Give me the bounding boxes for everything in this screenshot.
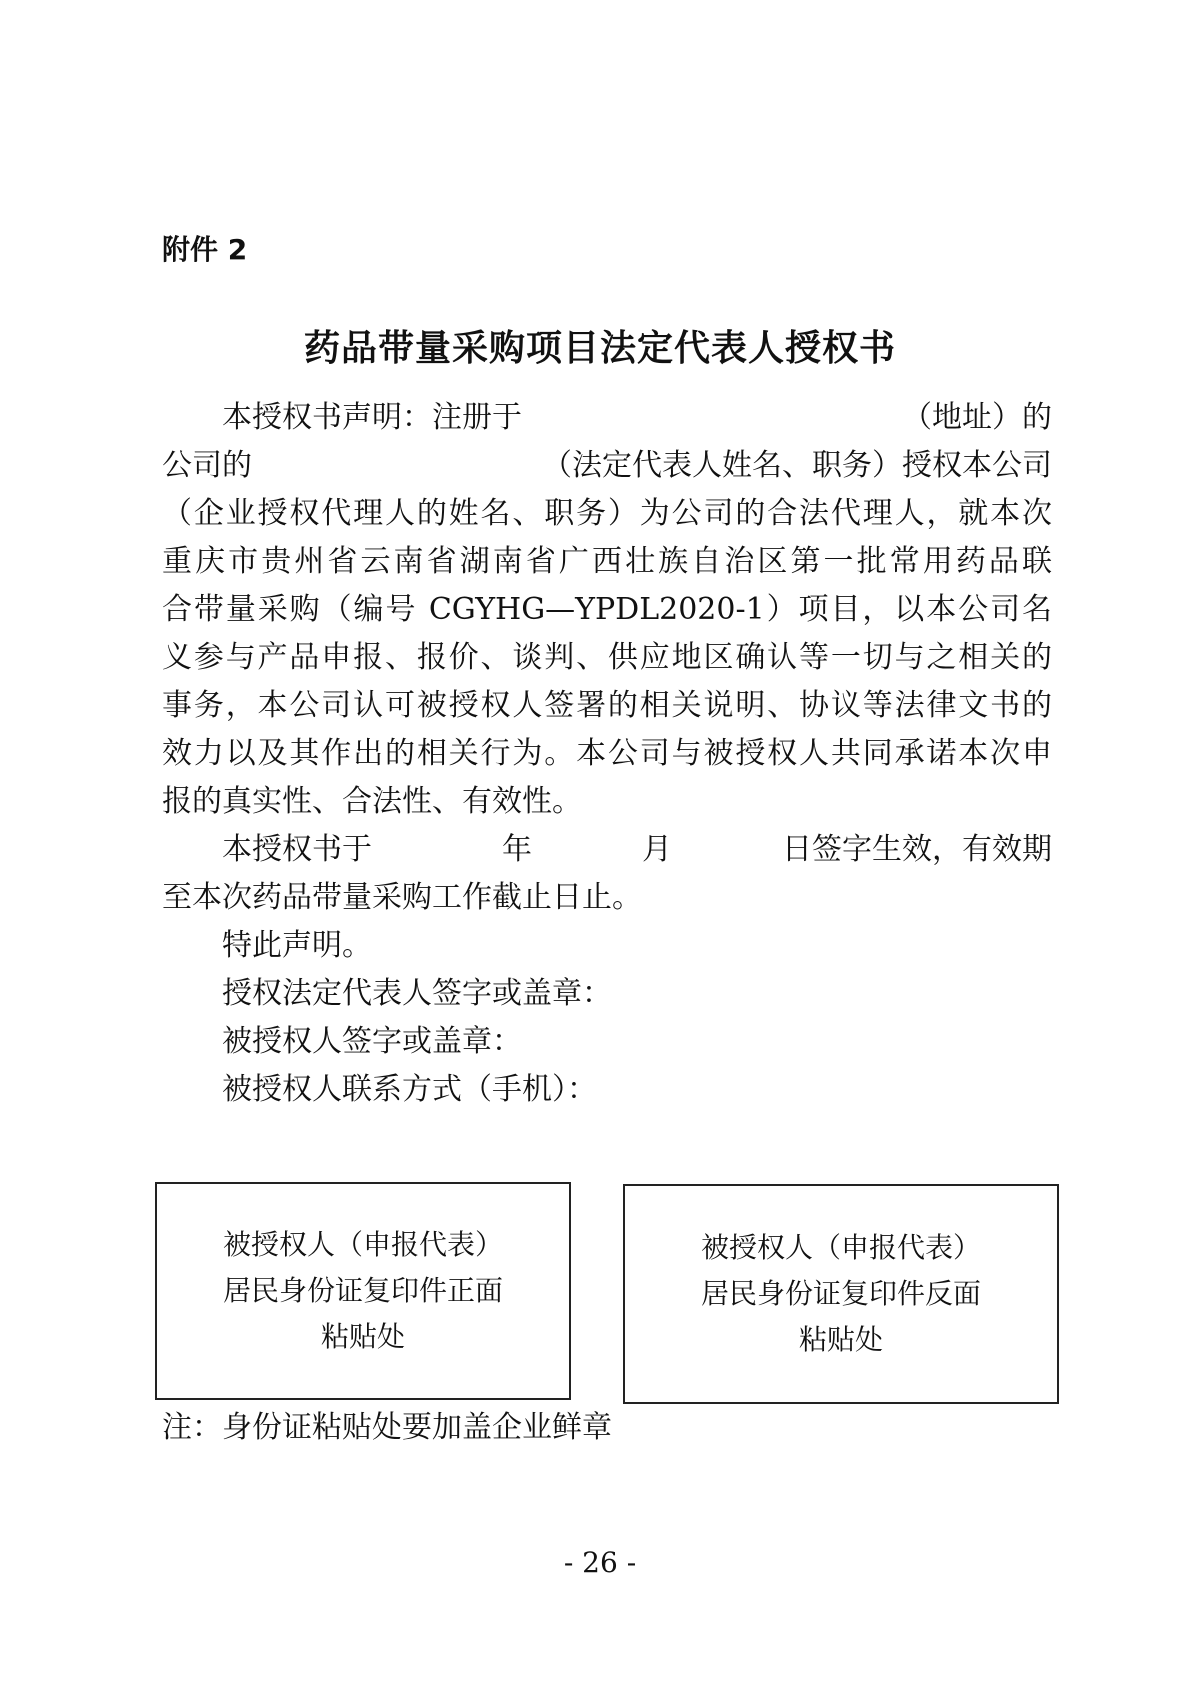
body-line-9: 报的真实性、合法性、有效性。 <box>162 784 582 819</box>
body-line-6: 义参与产品申报、报价、谈判、供应地区确认等一切与之相关的 <box>162 640 1052 675</box>
body-line-8: 效力以及其作出的相关行为。本公司与被授权人共同承诺本次申 <box>162 736 1052 771</box>
document-title: 药品带量采购项目法定代表人授权书 <box>303 328 896 369</box>
page-number: - 26 - <box>563 1546 637 1579</box>
id-front-paste-box <box>155 1182 571 1400</box>
body-line-2-end: （法定代表人姓名、职务）授权本公司 <box>542 448 1052 483</box>
legal-rep-signature-label: 授权法定代表人签字或盖章： <box>222 976 612 1011</box>
effective-line <box>162 824 1052 876</box>
effective-day: 日签字生效，有效期 <box>782 832 1052 867</box>
id-back-line-3: 粘贴处 <box>798 1323 883 1356</box>
body-line-1-end: （地址）的 <box>902 400 1052 435</box>
effective-month: 月 <box>642 832 672 867</box>
agent-contact-label: 被授权人联系方式（手机）： <box>222 1072 597 1107</box>
agent-signature-label: 被授权人签字或盖章： <box>222 1024 522 1059</box>
effective-continuation: 至本次药品带量采购工作截止日止。 <box>162 880 642 915</box>
body-line-1 <box>162 392 1052 444</box>
body-line-2 <box>162 440 1052 492</box>
attachment-label: 附件 2 <box>162 233 248 266</box>
effective-year: 年 <box>502 832 532 867</box>
declaration: 特此声明。 <box>222 928 372 963</box>
body-line-7: 事务，本公司认可被授权人签署的相关说明、协议等法律文书的 <box>162 688 1052 723</box>
id-front-line-3: 粘贴处 <box>320 1320 405 1353</box>
body-line-3: （企业授权代理人的姓名、职务）为公司的合法代理人，就本次 <box>162 496 1052 531</box>
body-line-1-start: 本授权书声明：注册于 <box>222 400 522 435</box>
body-line-5: 合带量采购（编号 CGYHG—YPDL2020-1）项目，以本公司名 <box>162 592 1052 627</box>
id-back-line-2: 居民身份证复印件反面 <box>700 1277 981 1310</box>
body-line-4: 重庆市贵州省云南省湖南省广西壮族自治区第一批常用药品联 <box>162 544 1052 579</box>
id-front-line-2: 居民身份证复印件正面 <box>222 1274 503 1307</box>
body-line-2-start: 公司的 <box>162 448 252 483</box>
id-back-line-1: 被授权人（申报代表） <box>700 1231 981 1264</box>
id-front-line-1: 被授权人（申报代表） <box>222 1228 503 1261</box>
effective-start: 本授权书于 <box>222 832 372 867</box>
id-back-paste-box <box>623 1184 1059 1404</box>
note: 注：身份证粘贴处要加盖企业鲜章 <box>162 1410 612 1445</box>
